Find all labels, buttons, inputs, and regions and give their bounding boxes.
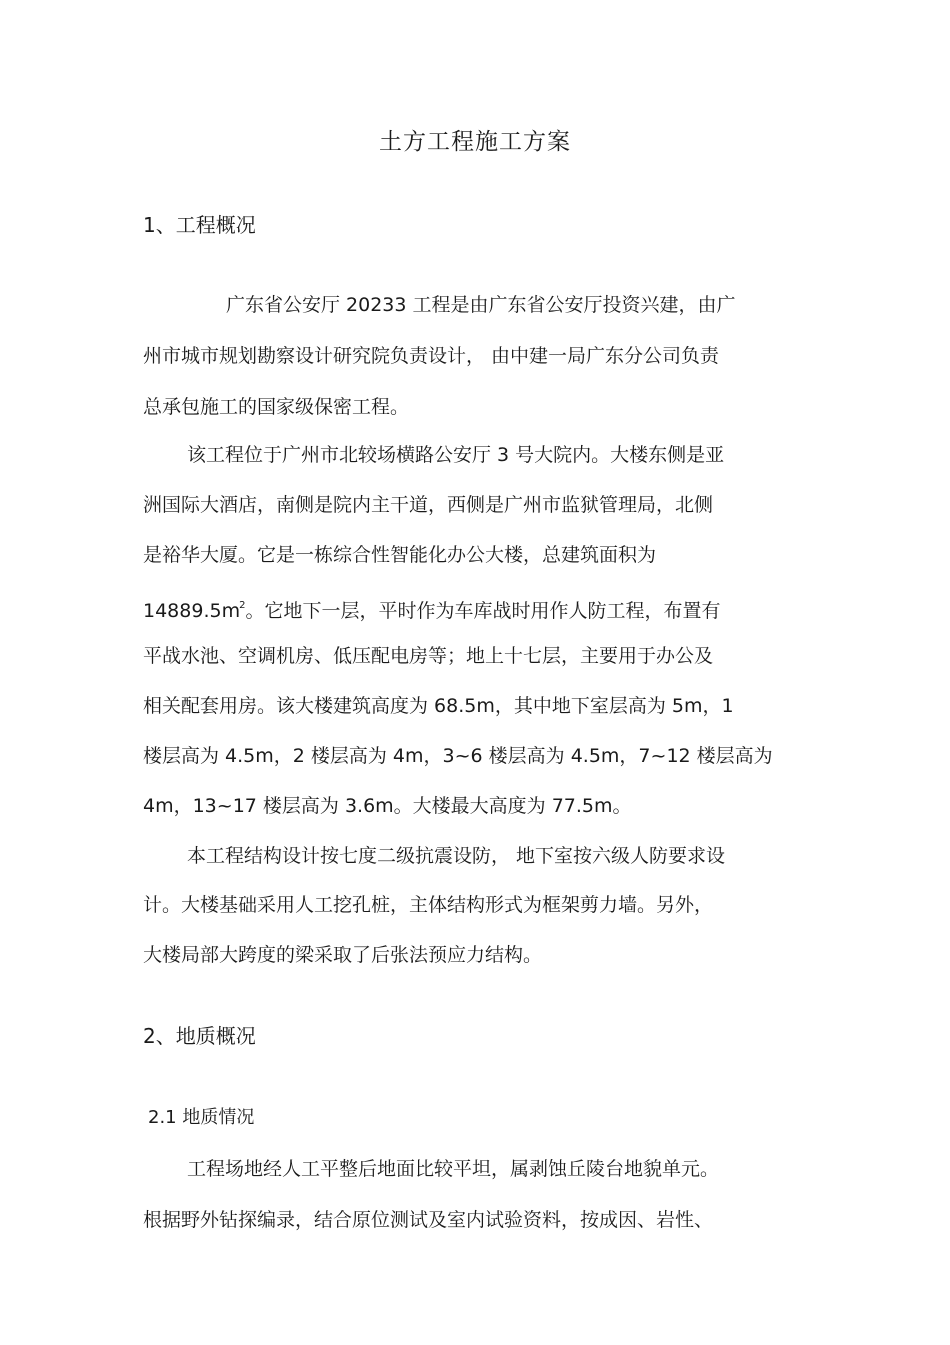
- subsection-2-1-heading: 2.1 地质情况: [148, 1107, 255, 1128]
- section-2-heading: 2、地质概况: [143, 1024, 256, 1048]
- paragraph-line: 州市城市规划勘察设计研究院负责设计， 由中建一局广东分公司负责: [143, 345, 720, 367]
- paragraph-line: 大楼局部大跨度的梁采取了后张法预应力结构。: [143, 944, 543, 966]
- paragraph-line: 根据野外钻探编录，结合原位测试及室内试验资料，按成因、岩性、: [143, 1209, 714, 1231]
- paragraph-line: 相关配套用房。该大楼建筑高度为 68.5m，其中地下室层高为 5m，1: [143, 695, 734, 717]
- paragraph-line: 广东省公安厅 20233 工程是由广东省公安厅投资兴建，由广: [226, 294, 736, 316]
- area-value: 14889.5m: [143, 600, 241, 622]
- paragraph-line-text: 。它地下一层，平时作为车库战时用作人防工程，布置有: [245, 600, 721, 622]
- paragraph-line: 4m，13~17 楼层高为 3.6m。大楼最大高度为 77.5m。: [143, 795, 632, 817]
- paragraph-line: 总承包施工的国家级保密工程。: [143, 396, 410, 418]
- document-title: 土方工程施工方案: [379, 129, 571, 155]
- area-unit-superscript: 2: [239, 600, 246, 611]
- paragraph-line: 计。大楼基础采用人工挖孔桩，主体结构形式为框架剪力墙。另外，: [143, 894, 714, 916]
- paragraph-line: 工程场地经人工平整后地面比较平坦，属剥蚀丘陵台地貌单元。: [187, 1158, 720, 1180]
- paragraph-line: 洲国际大酒店，南侧是院内主干道，西侧是广州市监狱管理局，北侧: [143, 494, 714, 516]
- section-1-heading: 1、工程概况: [143, 213, 256, 237]
- paragraph-line: [143, 592, 720, 625]
- paragraph-line: 楼层高为 4.5m，2 楼层高为 4m，3~6 楼层高为 4.5m，7~12 楼层高为: [143, 745, 773, 767]
- paragraph-line: 本工程结构设计按七度二级抗震设防， 地下室按六级人防要求设: [187, 845, 726, 867]
- paragraph-line: 平战水池、空调机房、低压配电房等；地上十七层，主要用于办公及: [143, 645, 714, 667]
- paragraph-line: 是裕华大厦。它是一栋综合性智能化办公大楼，总建筑面积为: [143, 544, 657, 566]
- paragraph-line: 该工程位于广州市北较场横路公安厅 3 号大院内。大楼东侧是亚: [187, 444, 725, 466]
